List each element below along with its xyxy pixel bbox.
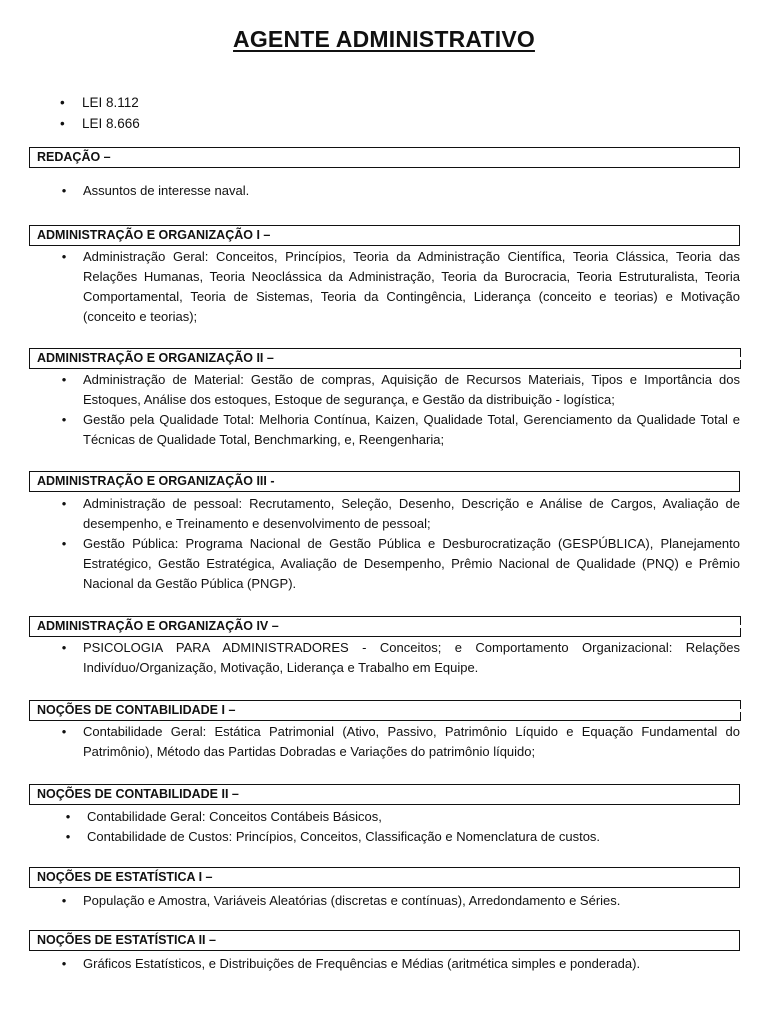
intro-list — [60, 92, 140, 134]
section-header: NOÇÕES DE ESTATÍSTICA II – — [29, 930, 740, 951]
bullet-icon: • — [61, 640, 67, 655]
list-item: • Contabilidade de Custos: Princípios, Conceitos, Classificação e Nomenclatura de custos. — [29, 827, 740, 847]
bullet-icon: • — [61, 724, 67, 739]
bullet-icon: • — [61, 536, 67, 551]
section-list — [29, 807, 740, 847]
section-header: ADMINISTRAÇÃO E ORGANIZAÇÃO IV – — [29, 616, 740, 637]
section-list — [29, 722, 740, 762]
section-header: NOÇÕES DE CONTABILIDADE II – — [29, 784, 740, 805]
section-header: REDAÇÃO – — [29, 147, 740, 168]
section-list — [29, 891, 740, 911]
list-item: • Gestão Pública: Programa Nacional de Gestão Pública e Desburocratização (GESPÚBLICA), Planejamento Estratégico, Gestão Estratégica, Avaliação de Desempenho, Prêmio Nacional de Qualidade (PNQ) e Prêmio Nacional da Gestão Pública (PNGP). — [29, 534, 740, 594]
page-title: AGENTE ADMINISTRATIVO — [233, 26, 535, 52]
section-list — [29, 247, 740, 327]
list-item: • Gráficos Estatísticos, e Distribuições de Frequências e Médias (aritmética simples e ponderada). — [29, 954, 740, 974]
section-administracao-organizacao-4 — [29, 616, 740, 678]
bullet-icon: • — [61, 372, 67, 387]
bullet-icon: • — [61, 893, 67, 908]
section-contabilidade-1 — [29, 700, 740, 762]
section-estatistica-1 — [29, 867, 740, 911]
list-item: • Contabilidade Geral: Estática Patrimonial (Ativo, Passivo, Patrimônio Líquido e Equação Fundamental do Patrimônio), Método das Partidas Dobradas e Variações do patrimônio líquido; — [29, 722, 740, 762]
section-list — [29, 494, 740, 594]
section-administracao-organizacao-2 — [29, 348, 740, 450]
list-item: • Contabilidade Geral: Conceitos Contábeis Básicos, — [29, 807, 740, 827]
section-contabilidade-2 — [29, 784, 740, 847]
bullet-icon: • — [65, 809, 71, 824]
list-item: • PSICOLOGIA PARA ADMINISTRADORES - Conceitos; e Comportamento Organizacional: Relações Indivíduo/Organização, Motivação, Liderança e Trabalho em Equipe. — [29, 638, 740, 678]
bullet-icon: • — [61, 496, 67, 511]
section-header: ADMINISTRAÇÃO E ORGANIZAÇÃO II – — [29, 348, 740, 369]
list-item: • Assuntos de interesse naval. — [29, 181, 740, 201]
bullet-icon: • — [61, 183, 67, 198]
section-header: NOÇÕES DE CONTABILIDADE I – — [29, 700, 740, 721]
section-redacao — [29, 147, 740, 201]
section-header: ADMINISTRAÇÃO E ORGANIZAÇÃO III - — [29, 471, 740, 492]
bullet-icon: • — [61, 412, 67, 427]
section-list — [29, 370, 740, 450]
bullet-icon: • — [61, 956, 67, 971]
bullet-icon: • — [65, 829, 71, 844]
section-header: ADMINISTRAÇÃO E ORGANIZAÇÃO I – — [29, 225, 740, 246]
bullet-icon: • — [60, 116, 65, 131]
list-item: • Administração Geral: Conceitos, Princípios, Teoria da Administração Científica, Teoria Clássica, Teoria das Relações Humanas, Teoria Neoclássica da Administração, Teoria da Burocracia, Teoria Estruturalista, Teoria Comportamental, Teoria de Sistemas, Teoria da Contingência, Liderança (conceito e teorias) e Motivação (conceito e teorias); — [29, 247, 740, 327]
intro-item: • LEI 8.112 — [60, 92, 140, 113]
section-list — [29, 954, 740, 974]
intro-item: • LEI 8.666 — [60, 113, 140, 134]
section-list — [29, 181, 740, 201]
list-item: • Administração de Material: Gestão de compras, Aquisição de Recursos Materiais, Tipos e Importância dos Estoques, Análise dos estoques, Estoque de segurança, e Gestão da distribuição - logística; — [29, 370, 740, 410]
bullet-icon: • — [60, 95, 65, 110]
section-list — [29, 638, 740, 678]
list-item: • População e Amostra, Variáveis Aleatórias (discretas e contínuas), Arredondamento e Séries. — [29, 891, 740, 911]
section-header: NOÇÕES DE ESTATÍSTICA I – — [29, 867, 740, 888]
list-item: • Gestão pela Qualidade Total: Melhoria Contínua, Kaizen, Qualidade Total, Gerenciamento da Qualidade Total e Técnicas de Qualidade Total, Benchmarking, e, Reengenharia; — [29, 410, 740, 450]
section-estatistica-2 — [29, 930, 740, 974]
section-administracao-organizacao-1 — [29, 225, 740, 327]
section-administracao-organizacao-3 — [29, 471, 740, 594]
list-item: • Administração de pessoal: Recrutamento, Seleção, Desenho, Descrição e Análise de Cargos, Avaliação de desempenho, e Treinamento e desenvolvimento de pessoal; — [29, 494, 740, 534]
bullet-icon: • — [61, 249, 67, 264]
